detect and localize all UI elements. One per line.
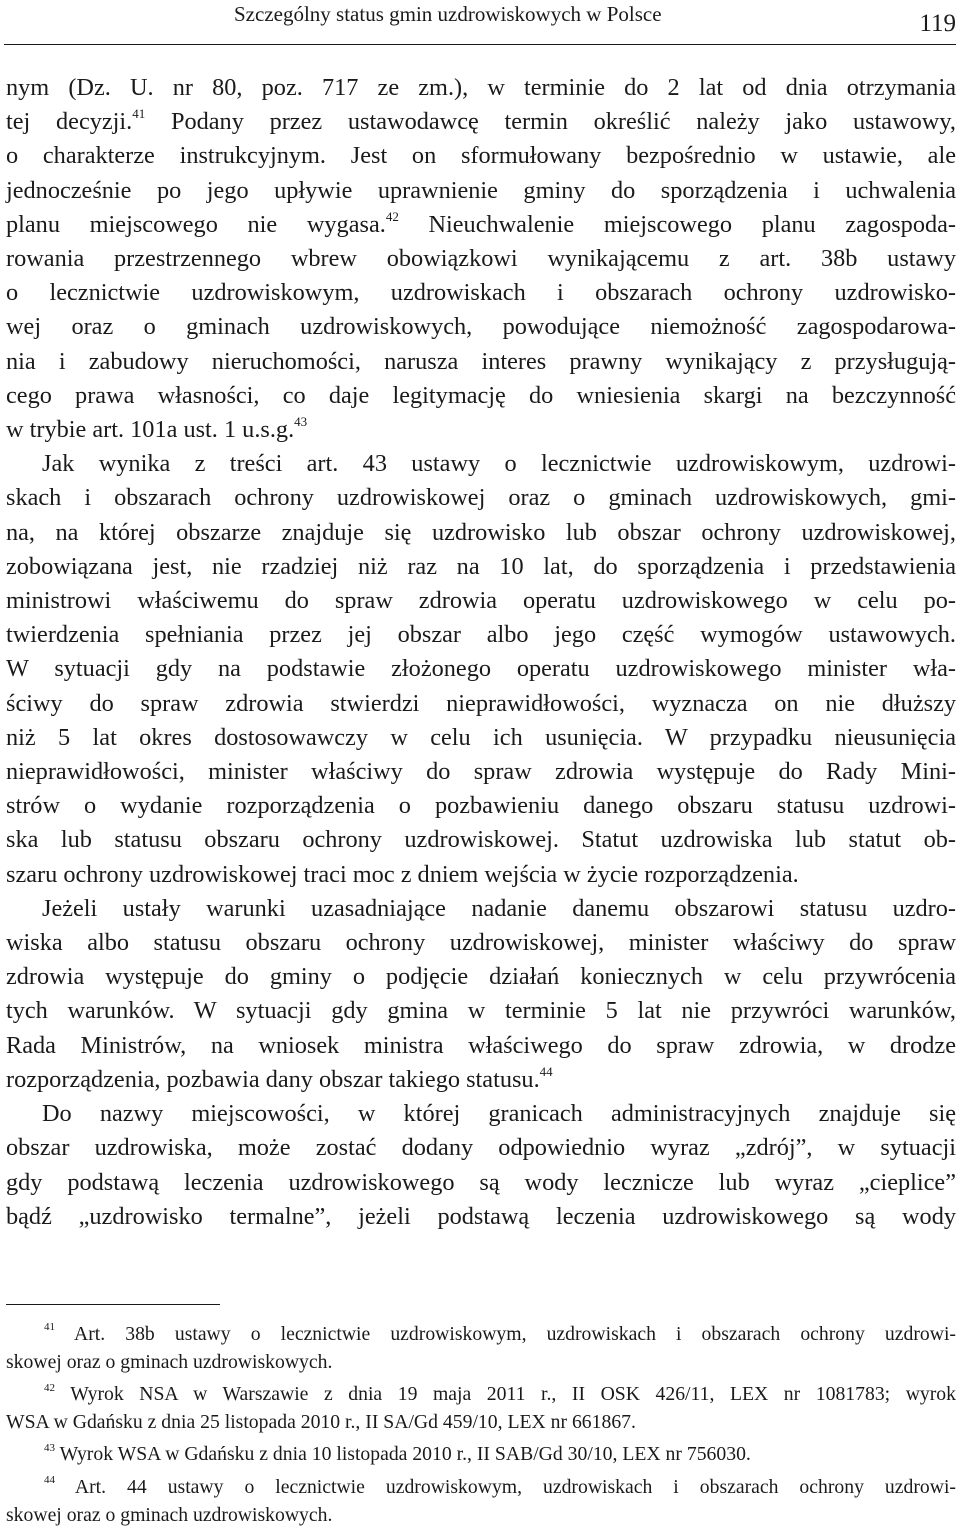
text-line: ministrowi właściwemu do spraw zdrowia operatu uzdrowiskowego w celu po- [6,587,956,615]
text-line: gdy podstawą leczenia uzdrowiskowego są wody lecznicze lub wyraz „cieplice” [6,1168,956,1196]
footnote-number: 41 [44,1321,55,1334]
text-line: zdrowia występuje do gminy o podjęcie działań koniecznych w celu przywrócenia [6,963,956,991]
footnote-number: 42 [44,1381,55,1394]
body-text [6,71,956,1234]
footnote-number: 43 [44,1441,55,1454]
paragraph [6,1097,956,1234]
text-line: strów o wydanie rozporządzenia o pozbawieniu danego obszaru statusu uzdrowi- [6,792,956,820]
text-line: nym (Dz. U. nr 80, poz. 717 ze zm.), w terminie do 2 lat od dnia otrzymania [6,74,956,101]
text-line: nia i zabudowy nieruchomości, narusza interes prawny wynikający z przysługują- [6,347,956,375]
text-line: Rada Ministrów, na wniosek ministra właściwego do spraw zdrowia, w drodze [6,1031,956,1059]
page-header [0,0,960,46]
text-line: wej oraz o gminach uzdrowiskowych, powodujące niemożność zagospodarowa- [6,313,956,341]
footnote-continuation: skowej oraz o gminach uzdrowiskowych. [6,1503,333,1526]
footnote-ref: 44 [539,1063,553,1079]
text-line: rowania przestrzennego wbrew obowiązkowi wynikającemu z art. 38b ustawy [6,245,956,273]
text-line: obszar uzdrowiska, może zostać dodany odpowiednio wyraz „zdrój”, w sytuacji [6,1134,956,1162]
footnote-ref: 42 [385,208,399,224]
text-line: szaru ochrony uzdrowiskowej traci moc z dniem wejścia w życie rozporządzenia. [6,860,799,888]
footnote [6,1381,956,1436]
text-line: cego prawa własności, co daje legitymację do wniesienia skargi na bezczynność [6,381,956,409]
text-line: na, na której obszarze znajduje się uzdrowisko lub obszar ochrony uzdrowiskowej, [6,518,956,546]
footnote-number: 44 [44,1474,55,1487]
text-line: o lecznictwie uzdrowiskowym, uzdrowiskach i obszarach ochrony uzdrowisko- [6,279,956,307]
footnote-continuation: WSA w Gdańsku z dnia 25 listopada 2010 r., II SA/Gd 459/10, LEX nr 661867. [6,1410,636,1433]
text-line: rozporządzenia, pozbawia dany obszar takiego statusu.$^{44}$ [6,1063,553,1093]
text-line: Jak wynika z treści art. 43 ustawy o lecznictwie uzdrowiskowym, uzdrowi- [42,450,956,478]
footnote-ref: 43 [294,413,308,429]
text-line: jednocześnie po jego upływie uprawnienie gminy do sporządzenia i uchwalenia [6,176,956,204]
footnote-ref: 41 [132,106,146,122]
footnote-first-line: $^{44}$ Art. 44 ustawy o lecznictwie uzdrowiskowym, uzdrowiskach i obszarach ochrony uzdrowi- [44,1474,956,1498]
footnote-continuation: skowej oraz o gminach uzdrowiskowych. [6,1350,333,1373]
footnote-first-line: $^{43}$ Wyrok WSA w Gdańsku z dnia 10 listopada 2010 r., II SAB/Gd 30/10, LEX nr 756030. [44,1441,751,1466]
text-line: twierdzenia spełniania przez jej obszar albo jego część wymogów ustawowych. [6,621,956,649]
text-line: skach i obszarach ochrony uzdrowiskowej oraz o gminach uzdrowiskowych, gmi- [6,484,956,512]
text-line: o charakterze instrukcyjnym. Jest on sformułowany bezpośrednio w ustawie, ale [6,142,956,170]
paragraph [6,71,956,447]
paragraph [6,892,956,1097]
header-rule [4,44,956,45]
footnote-separator [6,1304,220,1305]
text-line: w trybie art. 101a ust. 1 u.s.g.$^{43}$ [6,413,308,444]
text-line: ściwy do spraw zdrowia stwierdzi nieprawidłowości, wyznacza on nie dłuższy [6,689,956,717]
text-line: tych warunków. W sytuacji gdy gmina w terminie 5 lat nie przywróci warunków, [6,997,956,1025]
footnote-first-line: $^{42}$ Wyrok NSA w Warszawie z dnia 19 maja 2011 r., II OSK 426/11, LEX nr 1081783; wyrok [44,1381,956,1406]
text-line: nieprawidłowości, minister właściwy do spraw zdrowia występuje do Rady Mini- [6,758,956,786]
text-line: ska lub statusu obszaru ochrony uzdrowiskowej. Statut uzdrowiska lub statut ob- [6,826,956,854]
footnote [6,1474,956,1529]
footnotes [6,1321,956,1534]
text-line: Jeżeli ustały warunki uzasadniające nadanie danemu obszarowi statusu uzdro- [42,894,956,922]
text-line: bądź „uzdrowisko termalne”, jeżeli podstawą leczenia uzdrowiskowego są wody [6,1202,956,1230]
text-line: niż 5 lat okres dostosowawczy w celu ich usunięcia. W przypadku nieusunięcia [6,723,956,751]
page-number: 119 [919,10,956,37]
running-title: Szczególny status gmin uzdrowiskowych w Polsce [234,2,662,26]
text-line: wiska albo statusu obszaru ochrony uzdrowiskowej, minister właściwy do spraw [6,929,956,957]
footnote [6,1321,956,1376]
text-line: tej decyzji.$^{41}$ Podany przez ustawodawcę termin określić należy jako ustawowy, [6,106,956,136]
paragraph [6,447,956,892]
footnote-first-line: $^{41}$ Art. 38b ustawy o lecznictwie uzdrowiskowym, uzdrowiskach i obszarach ochrony uzdrowi- [44,1321,956,1345]
text-line: Do nazwy miejscowości, w której granicach administracyjnych znajduje się [42,1100,956,1128]
text-line: planu miejscowego nie wygasa.$^{42}$ Nieuchwalenie miejscowego planu zagospoda- [6,208,957,238]
text-line: W sytuacji gdy na podstawie złożonego operatu uzdrowiskowego minister wła- [6,655,956,683]
footnote [6,1441,956,1469]
text-line: zobowiązana jest, nie rzadziej niż raz na 10 lat, do sporządzenia i przedstawienia [6,552,956,580]
